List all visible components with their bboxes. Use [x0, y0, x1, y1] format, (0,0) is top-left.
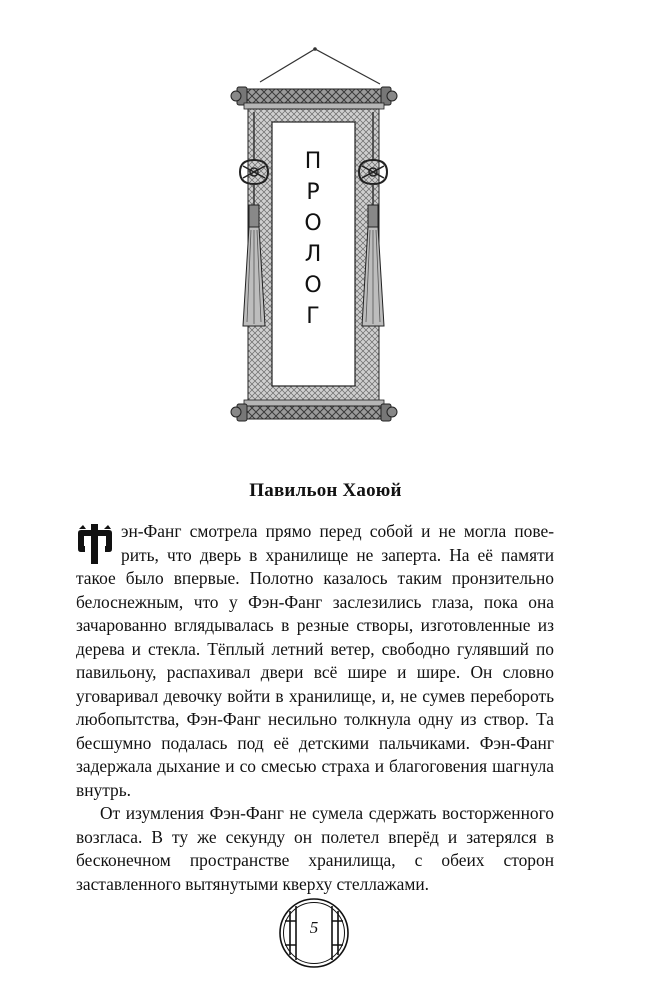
paragraph-1-text: эн-Фанг смотрела прямо перед собой и не могла поверить, что дверь в хранилище не заперта. На её памяти такое было впервые. Полотно казалось таким пронзительно белоснежным, что у Фэн-Фанг заслезились глаза, пока она зачарованно вглядывалась в резные створы, изготовленные из дерева и стекла. Тёплый летний ветер, свободно гулявший по павильону, распахивал двери всё шире и шире. Он словно уговаривал девочку войти в хранилище, и, не сумев перебороть любопытства, Фэн-Фанг несильно толкнула одну из створ. Та бесшумно подалась под её детскими пальчиками. Фэн-Фанг задержала дыхание и со смесью страха и благоговения шагнула внутрь.	[76, 521, 554, 800]
body-text	[76, 520, 554, 896]
paragraph-1	[76, 520, 554, 802]
paragraph-2: От изумления Фэн-Фанг не сумела сдержать восторженного возгласа. В ту же секунду он полетел вперёд и затерялся в бесконечном пространстве хранилища, с обеих сторон заставленного вытянутыми кверху стеллажами.	[76, 803, 554, 894]
scroll-title-glyph: П	[304, 149, 322, 174]
hanging-string	[260, 49, 380, 84]
scroll-title-glyph: О	[304, 211, 322, 236]
scroll-title-vertical	[291, 146, 335, 332]
chapter-title: Павильон Хаоюй	[249, 480, 402, 501]
scroll-title-glyph: Л	[304, 242, 322, 267]
bottom-rod	[231, 400, 397, 421]
scroll-title-glyph: Р	[306, 180, 320, 205]
scroll-title-glyph: Г	[306, 304, 320, 329]
drop-cap-glyph	[75, 523, 115, 565]
scroll-title-glyph: О	[304, 273, 322, 298]
top-rod	[231, 87, 397, 109]
page-number: 5	[309, 918, 319, 937]
drop-cap	[75, 523, 115, 565]
